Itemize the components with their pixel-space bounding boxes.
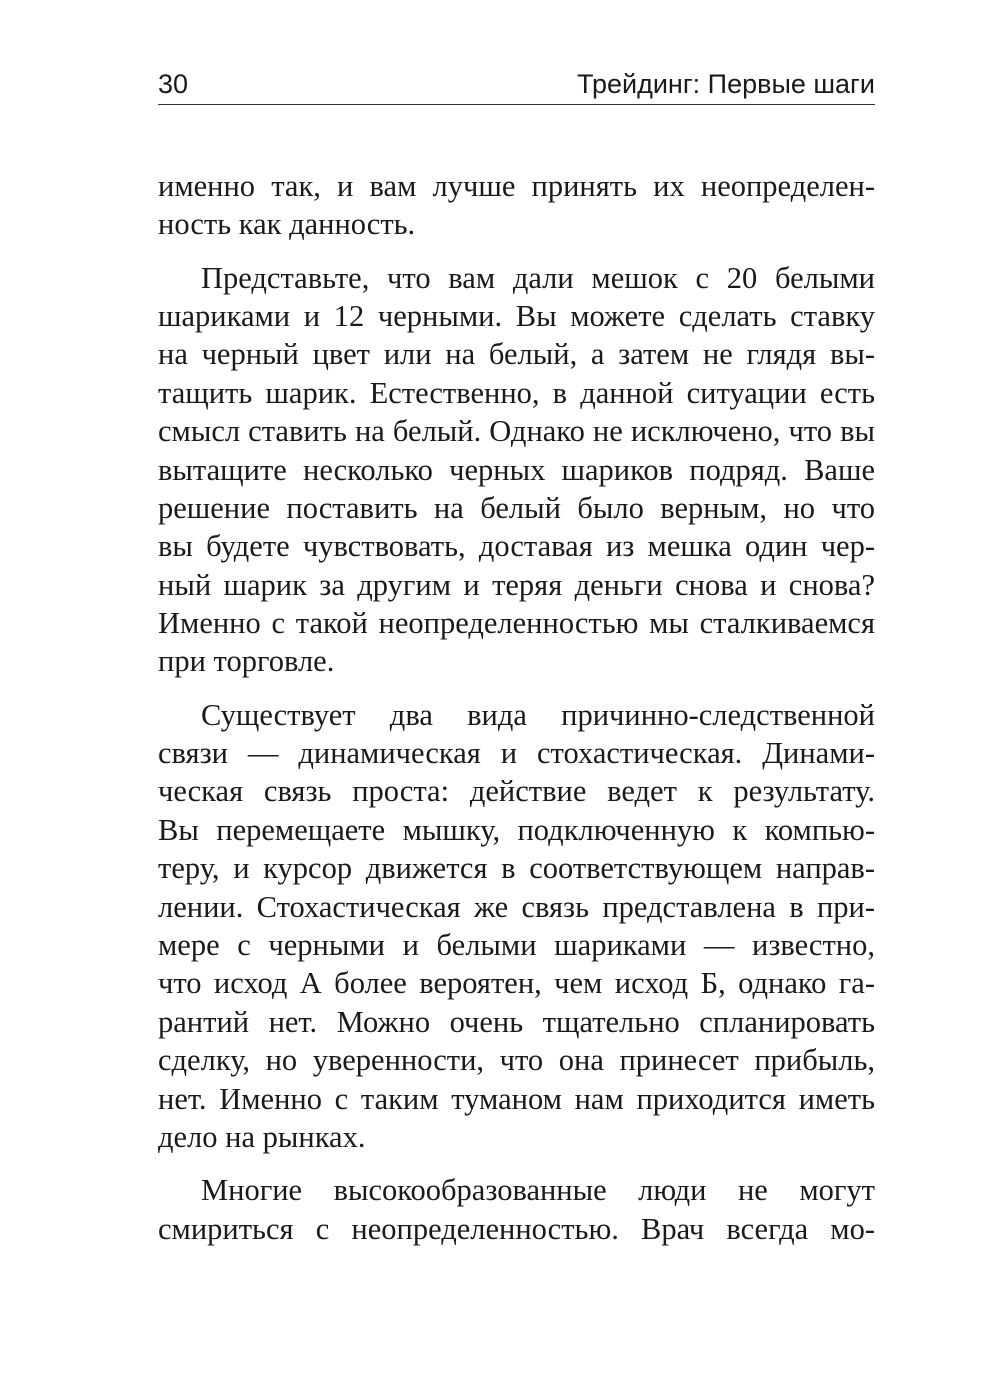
text-line: Многие высокообразованные люди не могут (201, 1173, 875, 1208)
text-line: рантий нет. Можно очень тщательно спланировать (158, 1004, 875, 1039)
paragraph-2 (158, 259, 875, 681)
text-line: вытащите несколько черных шариков подряд. Ваше (158, 452, 875, 487)
text-line: именно так, и вам лучше принять их неопределен- (158, 169, 875, 203)
header-rule (158, 104, 875, 105)
text-line: ный шарик за другим и теряя деньги снова и снова? (158, 567, 875, 602)
text-line: теру, и курсор движется в соответствующем направ- (158, 851, 875, 886)
text-line: смириться с неопределенностью. Врач всегда мо- (158, 1211, 875, 1246)
text-line: Существует два вида причинно-следственной (201, 697, 875, 732)
body-text (158, 167, 875, 1248)
text-line: Вы перемещаете мышку, подключенную к компью- (158, 812, 875, 847)
text-line: нет. Именно с таким туманом нам приходится иметь (158, 1081, 875, 1116)
text-line: решение поставить на белый было верным, но что (158, 490, 875, 525)
text-line: на черный цвет или на белый, а затем не глядя вы- (158, 337, 875, 372)
text-line: тащить шарик. Естественно, в данной ситуации есть (158, 375, 875, 410)
text-line: Представьте, что вам дали мешок с 20 белыми (201, 260, 875, 295)
book-title: Трейдинг: Первые шаги (576, 69, 875, 99)
text-line: ческая связь проста: действие ведет к результату. (158, 774, 875, 809)
paragraph-4 (158, 1171, 875, 1248)
text-line: вы будете чувствовать, доставая из мешка один чер- (158, 529, 875, 564)
text-line: смысл ставить на белый. Однако не исключено, что вы (158, 414, 875, 449)
text-line: связи — динамическая и стохастическая. Динами- (158, 736, 875, 771)
text-line: шариками и 12 черными. Вы можете сделать ставку (158, 298, 875, 333)
text-line: ность как данность. (158, 207, 416, 242)
text-line: мере с черными и белыми шариками — известно, (158, 928, 875, 963)
text-line: сделку, но уверенности, что она принесет прибыль, (158, 1043, 875, 1078)
text-line: дело на рынках. (158, 1119, 366, 1154)
running-header (158, 66, 875, 106)
text-line: что исход А более вероятен, чем исход Б, однако га- (158, 966, 875, 1001)
paragraph-3 (158, 696, 875, 1157)
page-number: 30 (158, 69, 189, 99)
text-line: Именно с такой неопределенностью мы сталкиваемся (158, 606, 875, 641)
text-line: при торговле. (158, 644, 335, 679)
text-line: лении. Стохастическая же связь представлена в при- (158, 889, 875, 924)
paragraph-1 (158, 167, 875, 244)
